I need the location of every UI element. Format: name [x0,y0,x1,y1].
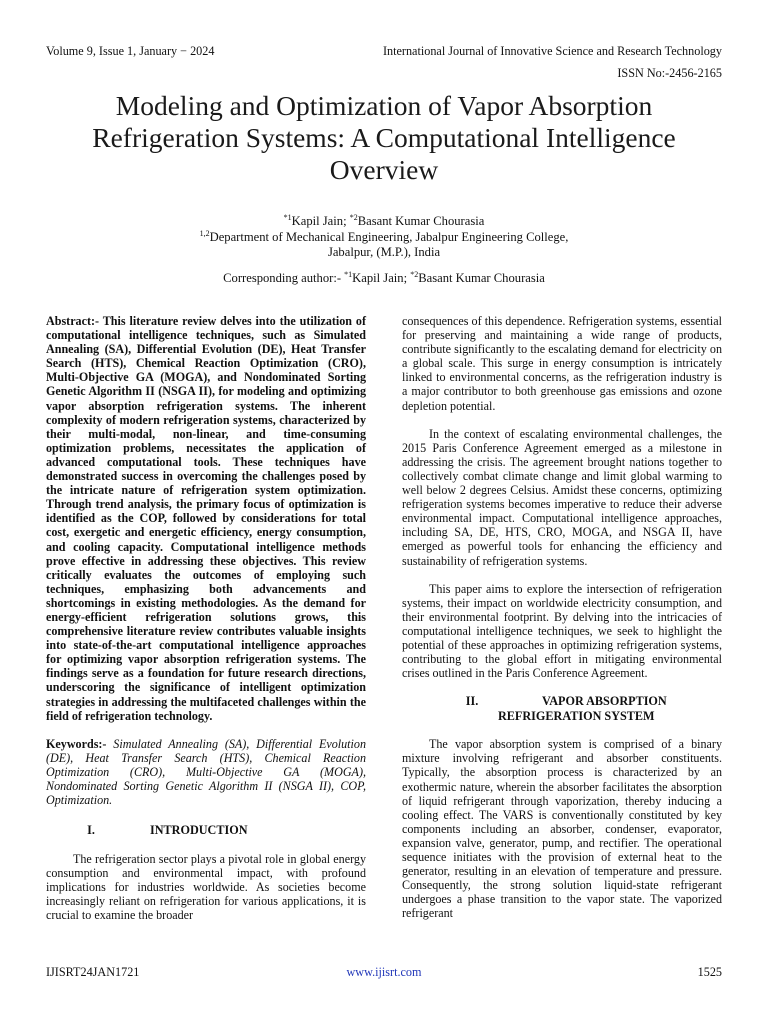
author-sup-2: *2 [349,212,358,222]
intro-paragraph-1: The refrigeration sector plays a pivotal role in global energy consumption and environmental impact, with profound implications for industries worldwide. As societies become increasingly reliant on refrigeration for various applications, it is crucial to examine the broader [46,851,366,923]
corresponding-name-1: Kapil Jain; [352,271,411,285]
right-column [402,314,722,920]
section-number: I. [87,823,95,838]
section-heading-row-2 [402,709,722,724]
author-line [0,214,768,229]
keywords [46,737,366,807]
paper-title: Modeling and Optimization of Vapor Absorption Refrigeration Systems: A Computational Intelligence Overview [92,90,676,185]
section-heading-row [402,694,722,709]
section-number: II. [465,694,479,709]
vars-paragraph-1: The vapor absorption system is comprised of a binary mixture involving refrigerant and absorber constituents. Typically, the absorption process is characterized by an exothermic nature, wherein the absorber facilitates the absorption of liquid refrigerant through vaporization, thereby inducing a cooling effect. The VARS is conventionally constituted by key components including an absorber, condenser, evaporator, expansion valve, generator, pump, and rectifier. The operational sequence initiates with the provision of external heat to the generator, resulting in an elevation of temperature and pressure. Consequently, the strong solution liquid-state refrigerant undergoes a phase transition to the vapor state. The vaporized refrigerant [402,737,722,921]
section-title-line-1: VAPOR ABSORPTION [542,694,667,709]
corresponding-sup-2: *2 [410,269,419,279]
section-heading-vars [402,694,722,723]
page-number: 1525 [697,965,722,979]
intro-paragraph-3: This paper aims to explore the intersection of refrigeration systems, their impact on worldwide electricity consumption, and their environmental footprint. By delving into the intricacies of computational intelligence techniques, we seek to highlight the potential of these approaches in optimizing refrigeration systems, contributing to the global effort in mitigating environmental crises outlined in the Paris Conference Agreement. [402,581,722,681]
website-link[interactable]: www.ijisrt.com [346,965,422,979]
abstract [46,314,366,723]
paper-id: IJISRT24JAN1721 [46,965,140,979]
affiliation-sup: 1,2 [199,228,210,238]
affiliation-text-1: Department of Mechanical Engineering, Jabalpur Engineering College, [209,230,569,244]
corresponding-author [0,271,768,286]
author-name-2: Basant Kumar Chourasia [357,214,485,228]
author-sup-1: *1 [283,212,292,222]
author-name-1: Kapil Jain; [291,214,350,228]
intro-paragraph-1-continued: consequences of this dependence. Refrigeration systems, essential for preserving and maintaining a wide range of products, contribute significantly to the escalating demand for electricity on a global scale. This surge in energy consumption is intricately linked to environmental concerns, as the refrigeration industry is a major contributor to both greenhouse gas emissions and ozone depletion potential. [402,314,722,413]
section-title-line-2: REFRIGERATION SYSTEM [498,708,655,723]
journal-name: International Journal of Innovative Science and Research Technology [382,44,722,58]
left-column [46,314,366,922]
abstract-text: This literature review delves into the utilization of computational intelligence techniques, such as Simulated Annealing (SA), Differential Evolution (DE), Heat Transfer Search (HTS), Chemical Reaction Optimization (CRO), Multi-Objective GA (MOGA), and Nondominated Sorting Genetic Algorithm II (NSGA II), for modeling and optimizing vapor absorption refrigeration systems. The inherent complexity of modern refrigeration systems, characterized by their multi-modal, non-linear, and time-consuming optimization problems, necessitates the application of advanced computational tools. These techniques have demonstrated success in overcoming the challenges posed by the intricate nature of refrigeration system optimization. Through trend analysis, the primary focus of optimization is identified as the COP, followed by considerations for total cost, exergetic and energetic efficiency, energy consumption, and cooling capacity. Computational intelligence methods prove effective in addressing these objectives. This review critically evaluates the outcomes of employing such techniques, emphasizing both advancements and shortcomings in existing methodologies. As the demand for energy-efficient refrigeration solutions grows, this comprehensive literature review contributes valuable insights into state-of-the-art computational intelligence approaches for optimizing vapor absorption refrigeration systems. The findings serve as a foundation for future research directions, underscoring the significance of intelligent optimization strategies in addressing the multifaceted challenges within the field of refrigeration technology. [46,314,366,723]
keywords-label: Keywords:- [46,736,114,751]
section-heading-spacer [402,709,498,724]
affiliation-line-2: Jabalpur, (M.P.), India [327,245,441,259]
issn: ISSN No:-2456-2165 [617,66,722,80]
section-title: INTRODUCTION [150,823,248,838]
corresponding-sup-1: *1 [344,269,353,279]
corresponding-prefix: Corresponding author:- [223,271,345,285]
journal-volume: Volume 9, Issue 1, January − 2024 [46,44,215,58]
intro-paragraph-2: In the context of escalating environmental challenges, the 2015 Paris Conference Agreement emerged as a milestone in addressing the crisis. The agreement brought nations together to collectively combat climate change and limit global warming to well below 2 degrees Celsius. Amidst these concerns, optimizing refrigeration systems becomes imperative to reduce their adverse environmental impact. Computational intelligence approaches, including SA, DE, HTS, CRO, MOGA, and NSGA II, have emerged as powerful tools for enhancing the efficiency and sustainability of refrigeration systems. [402,426,722,568]
affiliation-line-1 [0,230,768,245]
abstract-label: Abstract:- [46,314,103,328]
keywords-text: Simulated Annealing (SA), Differential Evolution (DE), Heat Transfer Search (HTS), Chemical Reaction Optimization (CRO), Multi-Objective GA (MOGA), Nondominated Sorting Genetic Algorithm II (NSGA II), COP, Optimization. [46,736,366,808]
section-heading-introduction [46,823,366,838]
corresponding-name-2: Basant Kumar Chourasia [418,271,545,285]
